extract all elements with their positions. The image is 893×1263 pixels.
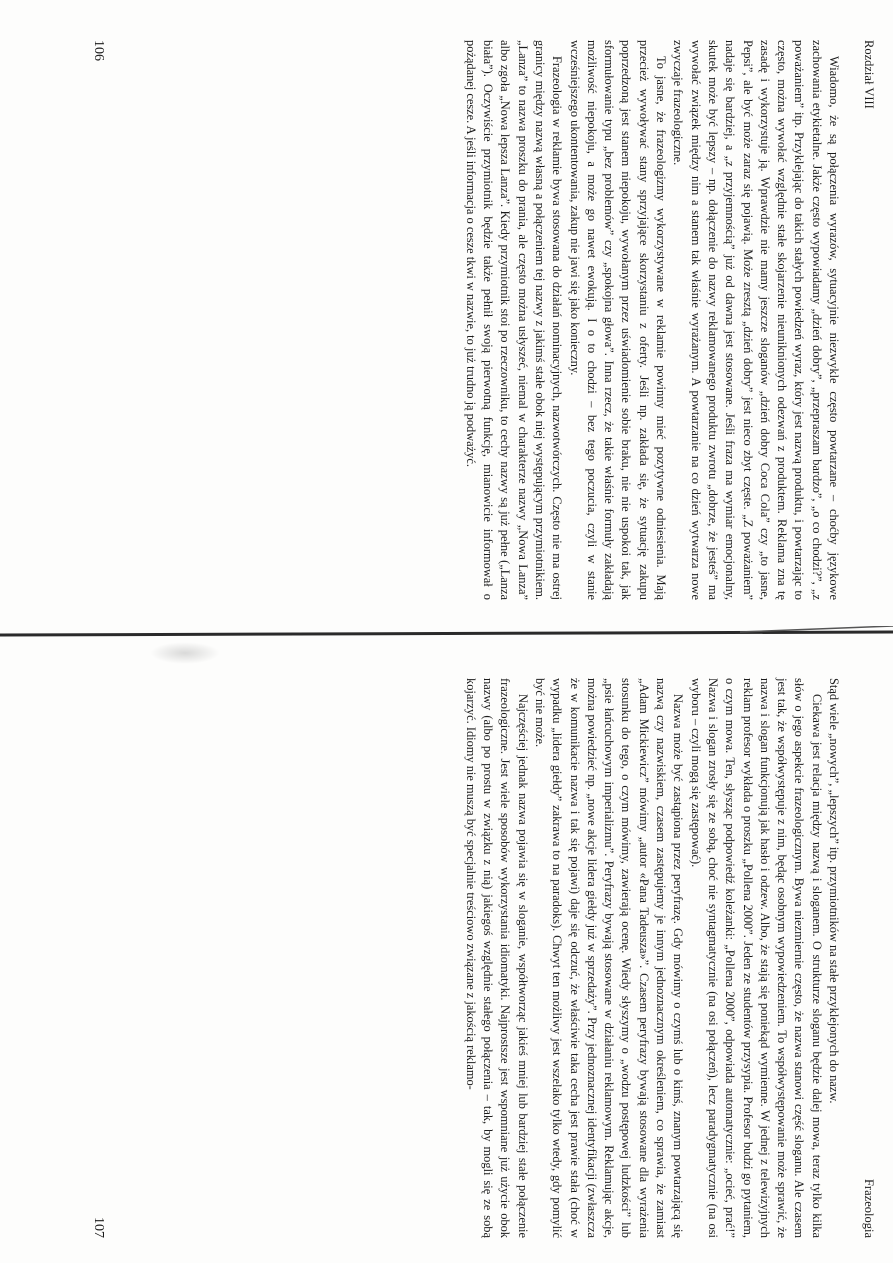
paragraph: Najczęściej jednak nazwa pojawia się w sloganie, współtworząc jakieś mniej lub bardziej stałe połączenie frazeologiczne. Jest wiele sposobów wykorzystania idiomatyki. Najprostsze jest wspomniane już użycie obok nazwy (albo po prostu w związku z nią) jakiegoś względnie stałego połączenia – tak, by mogli się ze sobą kojarzyć. Idiomy nie muszą być specjalnie treściowo związane z jakością reklamo- [463, 678, 530, 1238]
paragraph: To jasne, że frazeologizmy wykorzystywane w reklamie powinny mieć pozytywne odniesienia. Mają przecież wywoływać stany sprzyjające skorzystaniu z oferty. Jeśli np. zakłada się, że sytuację zakupu poprzedzoną jest stanem niepokoju, wywołanym przez uświadomienie sobie braku, nie nie uspokoi tak, jak sformułowanie typu „bez problemów” czy „spokojna głowa”. Inna rzecz, że takie właśnie formuły zakładają możliwość niepokoju, a może go nawet ewokują. I o to chodzi – bez tego poczucia, czyli w stanie wcześniejszego ukontentowania, zakup nie jawi się jako konieczny. [567, 40, 669, 600]
left-page [66, 40, 876, 600]
paragraph: Ciekawa jest relacja między nazwą i sloganem. O strukturze sloganu będzie dalej mowa, teraz tylko kilka słów o jego aspekcie frazeologicznym. Bywa niezmiernie często, że nazwa stanowi część sloganu. Ale czasem jest tak, że współwystępuje z nim, będąc osobnym wypowiedzeniem. To współwystępowanie może sprawić, że nazwa i slogan funkcjonują jak hasło i odzew. Albo, że stają się poniekąd wymienne. W jednej z telewizyjnych reklam profesor wykłada o proszku „Pollena 2000”. Jeden ze studentów przysypia. Profesor budzi go pytaniem, o czym mowa. Ten, słysząc podpowiedź koleżanki: „Pollena 2000”, odpowiada automatycznie: „ocieć, prać!” Nazwa i slogan zrosły się ze sobą, choć nie syntagmatycznie (na osi połączeń), lecz paradygmatycznie (na osi wyboru – czyli mogą się zastępować). [688, 678, 824, 1238]
running-header [856, 678, 876, 1238]
scan-smudge [150, 642, 220, 664]
chapter-title: Frazeologia [862, 1178, 876, 1238]
page-number: 107 [91, 1217, 106, 1238]
gutter-line [0, 626, 893, 646]
chapter-title: Rozdział VIII [862, 40, 876, 109]
running-header [856, 40, 876, 600]
page-number: 106 [91, 40, 106, 61]
page-body [461, 40, 842, 600]
paragraph: Wiadomo, że są połączenia wyrazów, sytuacyjnie niezwykle często powtarzane – choćby językowe zachowania etykietalne. Jakże często wypowiadamy „dzień dobry”, „przepraszam bardzo”, „o co chodzi?”, „z poważaniem” itp. Przyklejając do takich stałych powiedzeń wyraz, który jest nazwą produktu, i powtarzając to często, można wywołać względnie stałe skojarzenie nieuniknionych odezwań z produktem. Reklama zna tę zasadę i wykorzystuje ją. Wprawdzie nie mamy jeszcze sloganów „dzień dobry Coca Cola” czy „to jasne, Pepsi”, ale być może zaraz się pojawią. Może zresztą „dzień dobry” jest nieco zbyt częste. „Z poważaniem” nadaje się bardziej, a „z przyjemnością” już od dawna jest stosowane. Jeśli fraza ma wymiar emocjonalny, skutek może być lepszy – np. dołączenie do nazwy reklamowanego produktu zwrotu „dobrze, że jesteś” ma wywołać związek między nim a stanem tak właśnie wyrażanym. A powtarzanie na co dzień wytwarza nowe zwyczaje frazeologiczne. [671, 40, 841, 600]
paragraph: Stąd wiele „nowych”, „lepszych” itp. przymiotników na stałe przyklejonych do nazw. [827, 678, 841, 1104]
right-page [66, 678, 876, 1238]
paragraph: Frazeologia w reklamie bywa stosowana do działań nominacyjnych, nazwotwórczych. Często nie ma ostrej granicy między nazwą własną a połączeniem tej nazwy z jakimś stałe obok niej występującym przymiotnikiem. „Lanza” to nazwa proszku do prania, ale często można usłyszeć, niemal w charakterze nazwy „Nowa Lanza” albo zgoła „Nowa lepsza Lanza”. Kiedy przymiotnik stoi po rzeczowniku, to cechy nazwy są już pełne („Lanza biała”). Oczywiście przymiotnik będzie także pełnił swoją pierwotną funkcję, mianowicie informował o pożądanej cesze. A jeśli informacja o cesze tkwi w nazwie, to już trudno ją podważyć. [463, 40, 565, 600]
book-gutter [0, 626, 893, 644]
page-body [461, 678, 842, 1238]
paragraph: Nazwa może być zastąpiona przez peryfrazę. Gdy mówimy o czymś lub o kimś, znanym powtarzającą się nazwą czy nazwiskiem, czasem zastępujemy je innym jednoznacznym określeniem, co sprawia, że zamiast „Adam Mickiewicz” mówimy „autor «Pana Tadeusza»”. Czasem peryfrazy bywają stosowane dla wyrażenia stosunku do tego, o czym mówimy, zawierają ocenę. Wiedy słyszymy o „wodzu postępowej ludzkości” lub „psie łańcuchowym imperializmu”. Peryfrazy bywają stosowane w działaniu reklamowym. Reklamując akcje, można powiedzieć np. „nowe akcje lidera giełdy już w sprzedaży”. Przy jednoznacznej identyfikacji (zwłaszcza że w komunikacie nazwa i tak się pojawi) daje się odczuć, że właściwie taka cecha jest prawie stała (choć w wypadku „lidera giełdy” zakrawa to na paradoks). Chwyt ten możliwy jest wszelako tylko wtedy, gdy pomylić być nie może. [532, 678, 686, 1238]
